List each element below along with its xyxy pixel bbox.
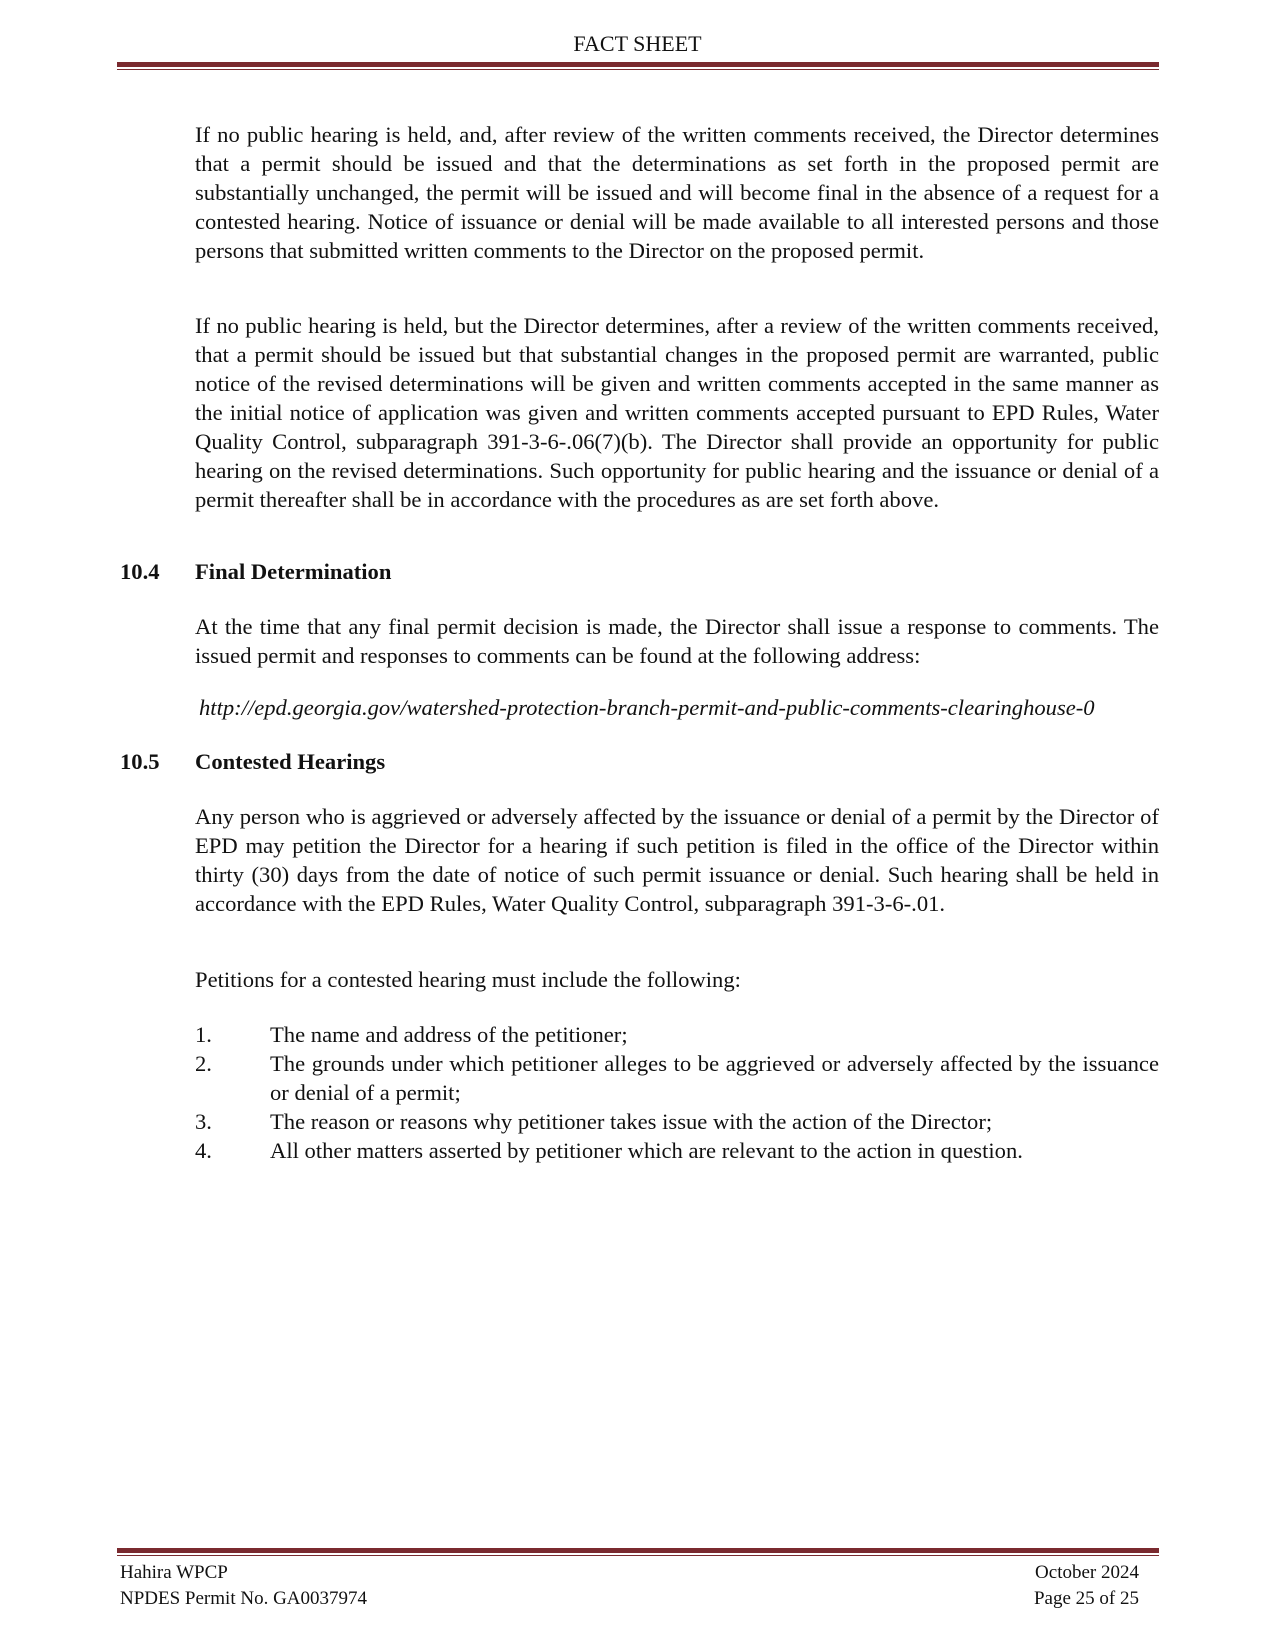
paragraph-2-text: If no public hearing is held, but the Director determines, after a review of the written comments received, that a permit should be issued but that substantial changes in the proposed permit are warranted, public notice of the revised determinations will be given and written comments accepted in the same manner as the initial notice of application was given and written comments accepted pursuant to EPD Rules, Water Quality Control, subparagraph 391-3-6-.06(7)(b). The Director shall provide an opportunity for public hearing on the revised determinations. Such opportunity for public hearing and the issuance or denial of a permit thereafter shall be in accordance with the procedures as are set forth above.: [195, 313, 1159, 512]
paragraph-2: [195, 311, 1159, 514]
page-footer: [120, 1560, 1139, 1612]
page-header-title: FACT SHEET: [573, 31, 702, 56]
section-10-4-body: [195, 612, 1159, 670]
list-item-text: The reason or reasons why petitioner takes issue with the action of the Director;: [270, 1109, 993, 1134]
list-intro: [195, 965, 1159, 994]
section-10-5-text: Any person who is aggrieved or adversely affected by the issuance or denial of a permit by the Director of EPD may petition the Director for a hearing if such petition is filed in the office of the Director within thirty (30) days from the date of notice of such permit issuance or denial. Such hearing shall be held in accordance with the EPD Rules, Water Quality Control, subparagraph 391-3-6-.01.: [195, 804, 1159, 916]
section-title: Final Determination: [195, 559, 392, 584]
list-item-number: 3.: [195, 1109, 212, 1134]
list-item: [195, 1049, 1159, 1107]
list-item-number: 4.: [195, 1138, 212, 1163]
list-item-number: 2.: [195, 1051, 212, 1076]
section-10-4-heading: [120, 557, 391, 586]
list-item-text: The grounds under which petitioner alleges to be aggrieved or adversely affected by the issuance or denial of a permit;: [270, 1051, 1159, 1105]
list-item-text: The name and address of the petitioner;: [270, 1022, 628, 1047]
list-intro-text: Petitions for a contested hearing must include the following:: [195, 967, 741, 992]
section-number: 10.4: [120, 559, 160, 584]
petition-requirements-list: [195, 1020, 1159, 1165]
footer-rule: [117, 1548, 1159, 1556]
footer-page-number: Page 25 of 25: [1033, 1588, 1139, 1609]
paragraph-1-text: If no public hearing is held, and, after review of the written comments received, the Director determines that a permit should be issued and that the determinations as set forth in the proposed permit are substantially unchanged, the permit will be issued and will become final in the absence of a request for a contested hearing. Notice of issuance or denial will be made available to all interested persons and those persons that submitted written comments to the Director on the proposed permit.: [195, 122, 1159, 263]
footer-date: October 2024: [1035, 1562, 1139, 1583]
list-item: [195, 1107, 1159, 1136]
section-10-5-body: [195, 802, 1159, 918]
list-item: [195, 1136, 1159, 1165]
clearinghouse-url: http://epd.georgia.gov/watershed-protection-branch-permit-and-public-comments-clearinghouse-0: [199, 695, 1095, 720]
footer-permit-number: NPDES Permit No. GA0037974: [120, 1588, 368, 1609]
section-number: 10.5: [120, 749, 160, 774]
footer-facility: Hahira WPCP: [120, 1562, 228, 1583]
list-item-text: All other matters asserted by petitioner which are relevant to the action in question.: [270, 1138, 1023, 1163]
paragraph-1: [195, 120, 1159, 265]
section-title: Contested Hearings: [195, 749, 386, 774]
section-10-4-text: At the time that any final permit decision is made, the Director shall issue a response to comments. The issued permit and responses to comments can be found at the following address:: [195, 614, 1159, 668]
section-10-5-heading: [120, 747, 385, 776]
header-rule: [117, 62, 1159, 70]
list-item: [195, 1020, 1159, 1049]
list-item-number: 1.: [195, 1022, 212, 1047]
